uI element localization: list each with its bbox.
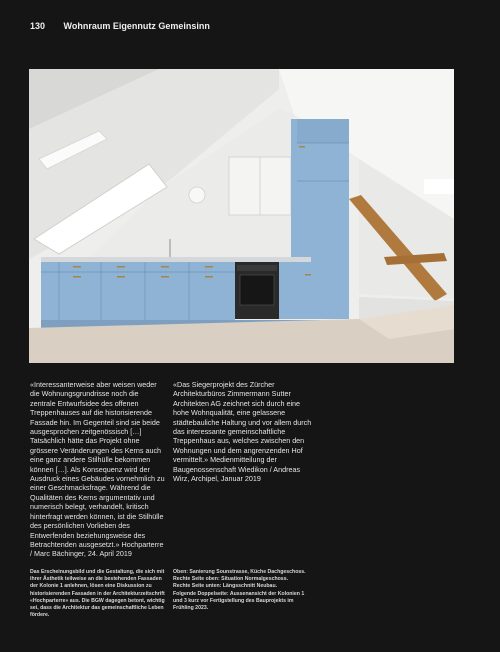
section-title: Wohnraum Eigennutz Gemeinsinn [63,21,210,31]
quote-medienmitteilung: «Das Siegerprojekt des Zürcher Architekturbüros Zimmermann Sutter Architekten AG zeichnet sich durch eine hohe Wohnqualität, eine gelassene städtebauliche Haltung und vor allem durch das interessante gemeinschaftliche Treppenhaus aus, welches zwischen den Wohnungen und dem angrenzenden Hof vermittelt.» Medienmitteilung der Baugenossenschaft Wiedikon / Andreas Wirz, Archipel, Januar 2019 [173,380,312,484]
running-header [30,21,210,31]
caption-line: Folgende Doppelseite: Aussenansicht der Kolonien 1 und 3 kurz vor Fertigstellung des Bauprojekts im Frühling 2023. [173,590,305,612]
caption-line: Rechte Seite oben: Situation Normalgeschoss. [173,576,289,583]
page-number: 130 [30,21,46,31]
caption-left: Das Erscheinungsbild und die Gestaltung, die sich mit ihrer Ästhetik teilweise an die bestehenden Fassaden der Kolonie 1 anlehnen, lösen eine Diskussion zu historisierenden Fassaden in der Architekturzeitschrift «Hochparterre» aus. Die BGW dagegen betont, wichtig sei, dass die Architektur das gemeinschaftliche Leben fördere. [30,569,165,619]
caption-line: Oben: Sanierung Sounstrasse, Küche Dachgeschoss. [173,569,306,575]
caption-line: Rechte Seite unten: Längsschnitt Neubau. [173,583,278,590]
kitchen-photo [29,69,454,363]
caption-right [173,569,315,612]
quote-hochparterre: «Interessanterweise aber weisen weder die Wohnungsgrundrisse noch die zentrale Entwurfsidee des offenen Treppenhauses auf die historisierende Fassade hin. Im Gegenteil sind sie beide ausgesprochen zeitgenössisch […] Tatsächlich hätte das Projekt ohne grössere Veränderungen des Kerns auch eine ganz andere Stilhülle bekommen können […]. Als Konsequenz wird der Ausdruck eines Gebäudes vornehmlich zu einer Geschmacksfrage. Während die Qualitäten des Kerns argumentativ und numerisch belegt, verhandelt, kritisch hinterfragt werden können, ist die Stilhülle des persönlichen Vorlieben des Entwerfenden beziehungsweise des Betrachtenden ausgesetzt.» Hochparterre / Marc Bächinger, 24. April 2019 [30,380,165,559]
